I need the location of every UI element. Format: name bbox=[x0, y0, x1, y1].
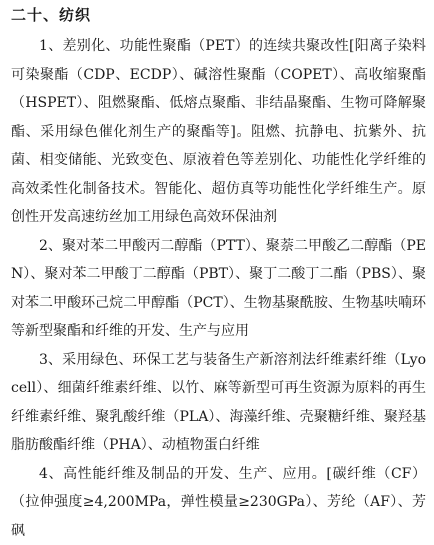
paragraph-4: 4、高性能纤维及制品的开发、生产、应用。[碳纤维（CF）（拉伸强度≥4,200MPa，弹性模量≥230GPa）、芳纶（AF）、芳砜 bbox=[11, 460, 426, 545]
section-heading: 二十、纺织 bbox=[11, 4, 426, 26]
paragraph-3: 3、采用绿色、环保工艺与装备生产新溶剂法纤维素纤维（Lyocell）、细菌纤维素纤维、以竹、麻等新型可再生资源为原料的再生纤维素纤维、聚乳酸纤维（PLA）、海藻纤维、壳聚糖纤维、聚羟基脂肪酸酯纤维（PHA）、动植物蛋白纤维 bbox=[11, 346, 426, 460]
paragraph-1: 1、差别化、功能性聚酯（PET）的连续共聚改性[阳离子染料可染聚酯（CDP、ECDP）、碱溶性聚酯（COPET）、高收缩聚酯（HSPET）、阻燃聚酯、低熔点聚酯、非结晶聚酯、生物可降解聚酯、采用绿色催化剂生产的聚酯等]。阻燃、抗静电、抗紫外、抗菌、相变储能、光致变色、原液着色等差别化、功能性化学纤维的高效柔性化制备技术。智能化、超仿真等功能性化学纤维生产。原创性开发高速纺丝加工用绿色高效环保油剂 bbox=[11, 32, 426, 232]
paragraph-2: 2、聚对苯二甲酸丙二醇酯（PTT）、聚萘二甲酸乙二醇酯（PEN）、聚对苯二甲酸丁二醇酯（PBT）、聚丁二酸丁二酯（PBS）、聚对苯二甲酸环己烷二甲醇酯（PCT）、生物基聚酰胺、生物基呋喃环等新型聚酯和纤维的开发、生产与应用 bbox=[11, 232, 426, 346]
